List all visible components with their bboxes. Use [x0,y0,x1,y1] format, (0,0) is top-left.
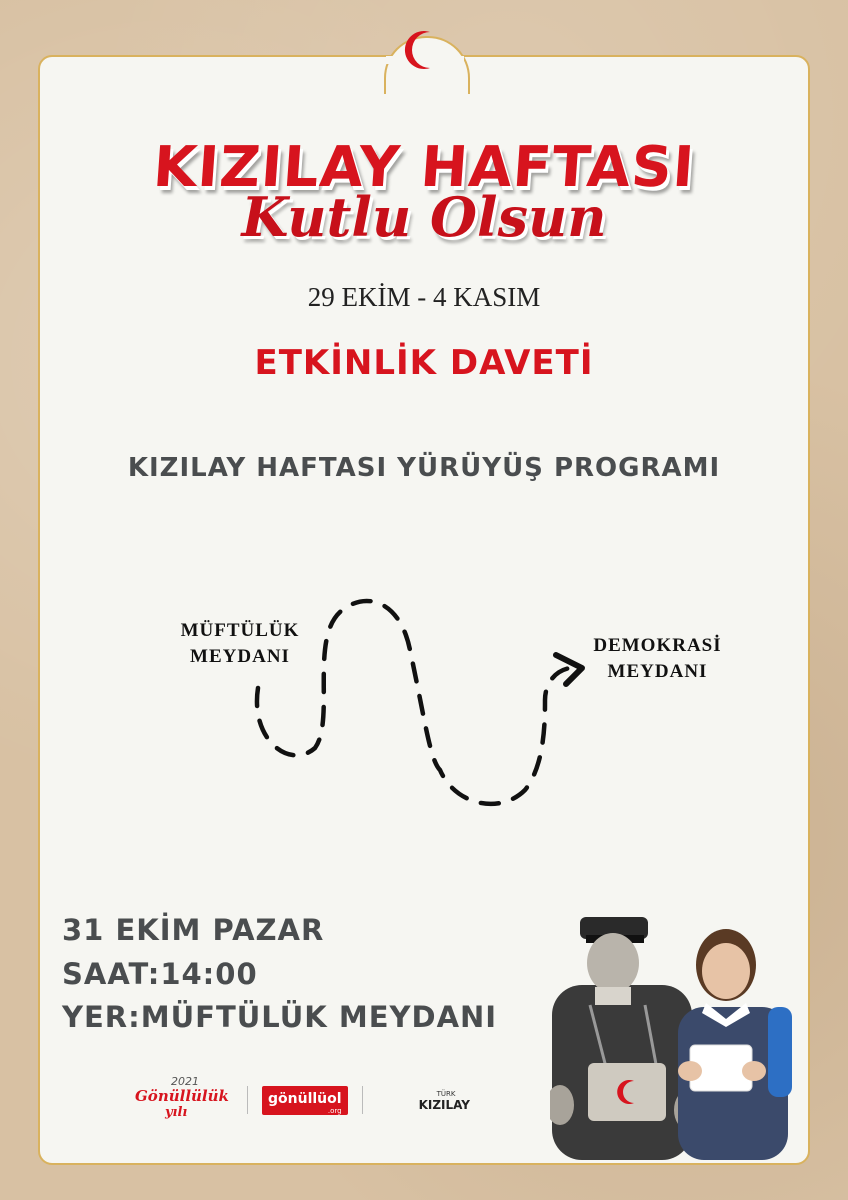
logo-divider [247,1086,248,1114]
red-crescent-icon [377,1081,413,1119]
event-date: 31 EKİM PAZAR [62,913,325,947]
turk-kizilay-logo: TÜRK KIZILAY [377,1081,470,1119]
gonulluol-logo: gönüllüol .org [262,1086,348,1115]
route-end-label: DEMOKRASİ MEYDANI [593,635,722,682]
route-start-label: MÜFTÜLÜK MEYDANI [180,620,300,667]
children-photo [550,895,800,1160]
walk-program-heading: KIZILAY HAFTASI YÜRÜYÜŞ PROGRAMI [127,453,721,483]
gonulluluk-yili-logo: 2021 Gönüllülük yılı [135,1075,229,1120]
event-time: SAAT:14:00 [62,957,258,991]
title-kutlu-olsun: Kutlu Olsun [241,185,607,249]
logo-divider [362,1086,363,1114]
event-week-dates: 29 EKİM - 4 KASIM [307,282,541,312]
event-invitation-heading: ETKİNLİK DAVETİ [254,343,594,383]
sponsor-logos [135,1075,470,1125]
title-kizilay-haftasi: KIZILAY HAFTASI [151,135,697,200]
event-place: YER:MÜFTÜLÜK MEYDANI [62,1000,498,1034]
